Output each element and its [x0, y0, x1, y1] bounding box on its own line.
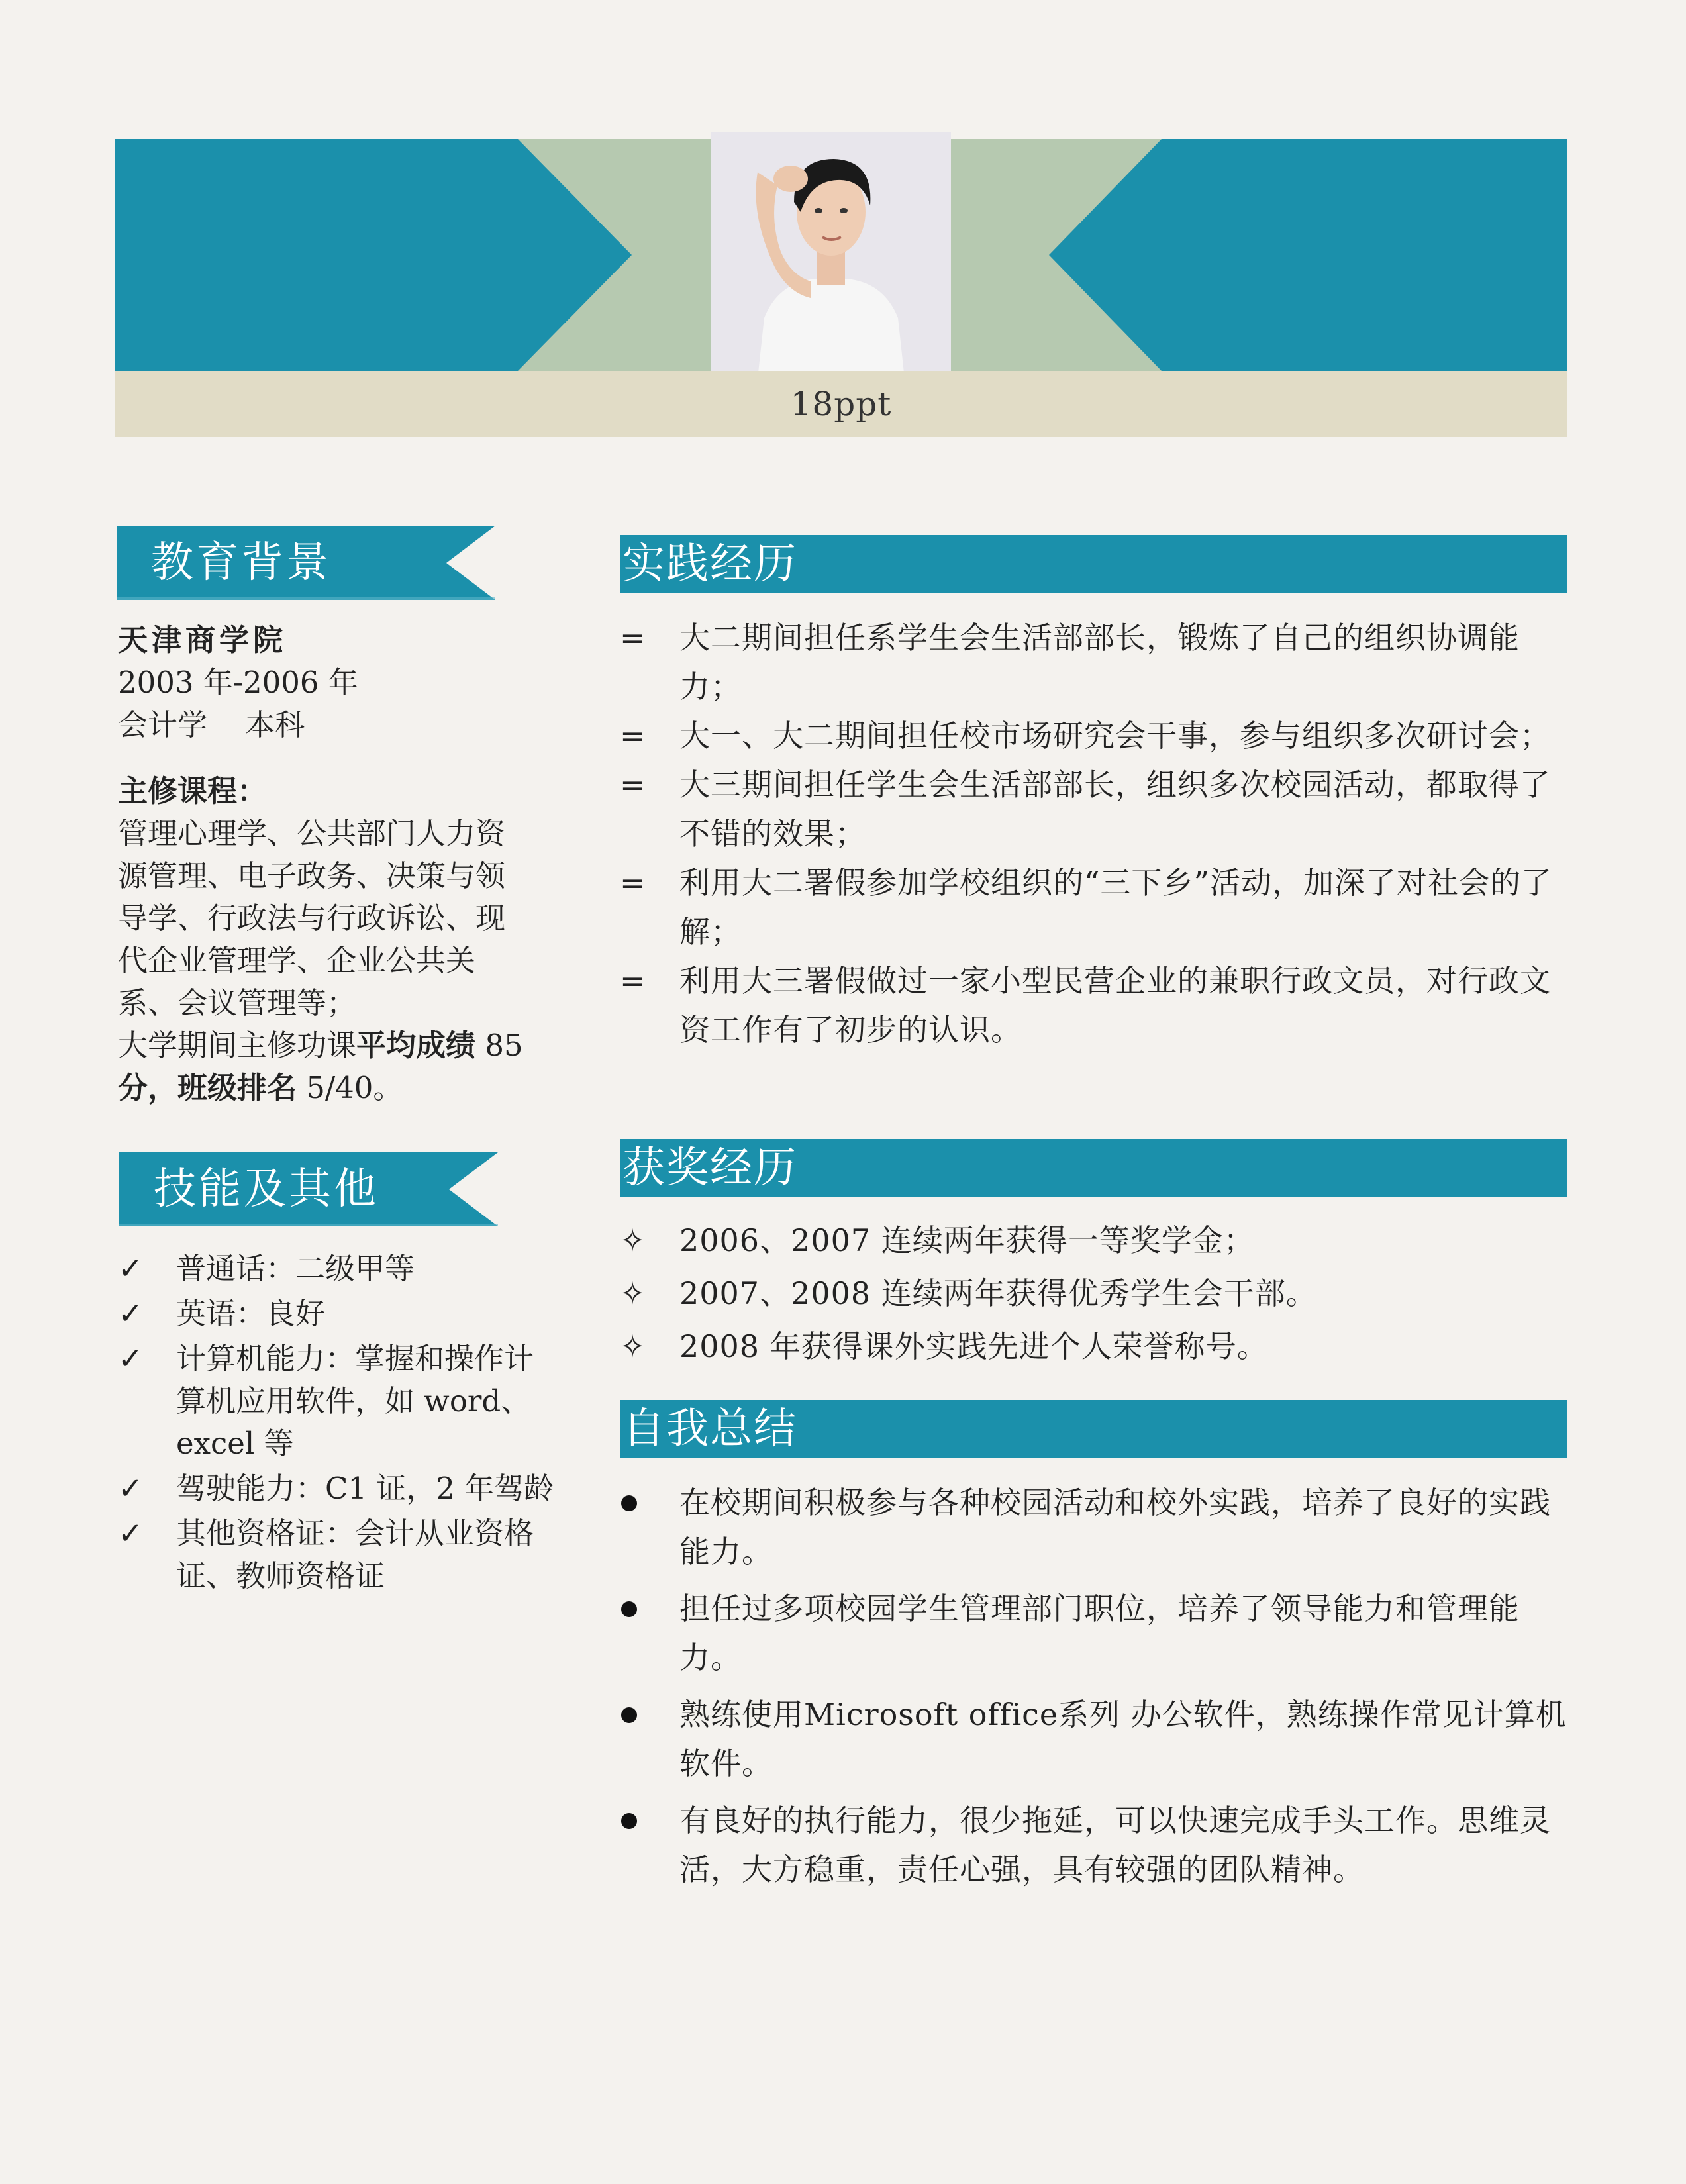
courses-line: 管理心理学、公共部门人力资 — [118, 816, 506, 851]
practice-text: 大三期间担任学生会生活部部长，组织多次校园活动，都取得了不错的效果； — [679, 767, 1551, 852]
equals-bullet-icon: = — [620, 767, 646, 803]
equals-bullet-icon: = — [620, 620, 646, 656]
courses-line: 代企业管理学、企业公共关 — [118, 943, 476, 978]
skill-text: 其他资格证：会计从业资格证、教师资格证 — [176, 1516, 534, 1593]
skill-item — [118, 1467, 555, 1510]
sparkle-icon: ✧ — [620, 1222, 646, 1258]
award-item — [620, 1322, 1567, 1371]
bullet-dot-icon — [621, 1601, 637, 1617]
courses-label: 主修课程： — [118, 773, 268, 809]
check-icon: ✓ — [118, 1341, 143, 1376]
rank-value: 5/40。 — [297, 1070, 403, 1105]
header-banner — [115, 139, 1567, 437]
major-degree: 会计学 本科 — [118, 707, 305, 742]
practice-text: 利用大二署假参加学校组织的“三下乡”活动，加深了对社会的了解； — [679, 865, 1553, 950]
awards-list — [620, 1216, 1567, 1371]
skill-text: 驾驶能力：C1 证，2 年驾龄 — [176, 1471, 554, 1506]
check-icon: ✓ — [118, 1296, 143, 1331]
gpa-line-1 — [118, 1024, 523, 1067]
courses-line: 系、会议管理等； — [118, 985, 357, 1020]
award-item — [620, 1216, 1567, 1265]
check-icon: ✓ — [118, 1251, 143, 1286]
skill-text: 计算机能力：掌握和操作计算机应用软件，如 word、excel 等 — [176, 1341, 534, 1461]
award-item — [620, 1269, 1567, 1318]
portrait-photo — [711, 132, 951, 379]
practice-text: 利用大三署假做过一家小型民营企业的兼职行政文员，对行政文资工作有了初步的认识。 — [679, 963, 1551, 1048]
summary-item — [620, 1584, 1567, 1682]
summary-text: 担任过多项校园学生管理部门职位，培养了领导能力和管理能力。 — [679, 1591, 1520, 1675]
practice-list — [620, 613, 1567, 1054]
practice-item — [620, 760, 1567, 858]
practice-item — [620, 956, 1567, 1054]
check-icon: ✓ — [118, 1516, 143, 1551]
education-title: 教育背景 — [151, 538, 331, 587]
equals-bullet-icon: = — [620, 718, 646, 754]
equals-bullet-icon: = — [620, 865, 646, 901]
award-text: 2008 年获得课外实践先进个人荣誉称号。 — [679, 1328, 1268, 1364]
practice-item — [620, 711, 1567, 760]
name-strip — [115, 371, 1567, 437]
summary-item — [620, 1478, 1567, 1576]
bullet-dot-icon — [621, 1813, 637, 1829]
awards-heading: 获奖经历 — [620, 1139, 1567, 1197]
practice-heading: 实践经历 — [620, 535, 1567, 593]
school-name: 天津商学院 — [118, 622, 287, 658]
courses-line: 源管理、电子政务、决策与领 — [118, 858, 506, 893]
skill-item — [118, 1338, 555, 1465]
practice-item — [620, 613, 1567, 711]
skill-item — [118, 1513, 555, 1597]
equals-bullet-icon: = — [620, 963, 646, 999]
gpa-label: 平均成绩 — [356, 1028, 476, 1063]
skill-item — [118, 1293, 555, 1335]
gpa-line-2 — [118, 1067, 403, 1109]
award-text: 2006、2007 连续两年获得一等奖学金； — [679, 1222, 1255, 1258]
skill-text: 英语：良好 — [176, 1296, 326, 1331]
summary-text: 熟练使用Microsoft office系列 办公软件，熟练操作常见计算机软件。 — [679, 1697, 1567, 1781]
award-text: 2007、2008 连续两年获得优秀学生会干部。 — [679, 1275, 1317, 1311]
gpa-prefix: 大学期间主修功课 — [118, 1028, 357, 1063]
summary-item — [620, 1796, 1567, 1894]
sparkle-icon: ✧ — [620, 1275, 646, 1311]
resume-name: 18ppt — [790, 385, 892, 423]
practice-text: 大二期间担任系学生会生活部部长，锻炼了自己的组织协调能力； — [679, 620, 1520, 705]
summary-heading: 自我总结 — [620, 1400, 1567, 1458]
bullet-dot-icon — [621, 1495, 637, 1511]
bullet-dot-icon — [621, 1707, 637, 1723]
skill-text: 普通话：二级甲等 — [176, 1251, 415, 1286]
summary-list — [620, 1478, 1567, 1894]
skills-title: 技能及其他 — [154, 1165, 379, 1214]
rank-label: 分，班级排名 — [118, 1070, 297, 1105]
sparkle-icon: ✧ — [620, 1328, 646, 1364]
study-years: 2003 年-2006 年 — [118, 665, 358, 700]
skills-ribbon — [119, 1152, 498, 1226]
practice-item — [620, 858, 1567, 956]
summary-text: 有良好的执行能力，很少拖延，可以快速完成手头工作。思维灵活，大方稳重，责任心强，具有较强的团队精神。 — [679, 1803, 1551, 1887]
skill-item — [118, 1248, 555, 1290]
practice-text: 大一、大二期间担任校市场研究会干事，参与组织多次研讨会； — [679, 718, 1551, 754]
summary-item — [620, 1690, 1567, 1788]
education-ribbon — [117, 526, 495, 600]
gpa-score: 85 — [475, 1028, 523, 1063]
skills-list — [118, 1248, 555, 1600]
summary-text: 在校期间积极参与各种校园活动和校外实践，培养了良好的实践能力。 — [679, 1485, 1551, 1569]
courses-line: 导学、行政法与行政诉讼、现 — [118, 901, 506, 936]
check-icon: ✓ — [118, 1471, 143, 1506]
